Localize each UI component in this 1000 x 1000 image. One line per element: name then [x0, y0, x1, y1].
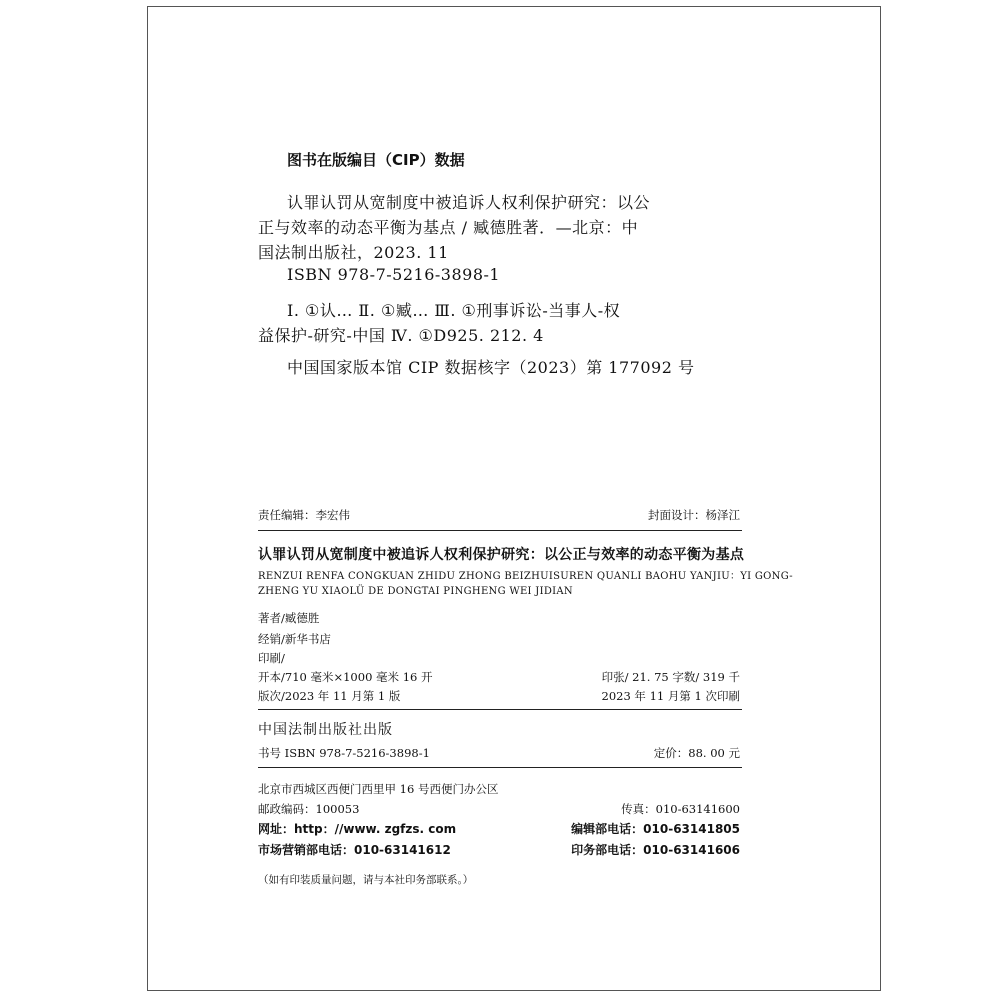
cip-record-number: 中国国家版本馆 CIP 数据核字（2023）第 177092 号 [287, 358, 695, 377]
publisher-address: 北京市西城区西便门西里甲 16 号西便门办公区 [258, 782, 499, 796]
cip-classification-1: Ⅰ. ①认… Ⅱ. ①臧… Ⅲ. ①刑事诉讼-当事人-权 [287, 301, 621, 320]
postcode: 邮政编码：100053 [258, 802, 360, 816]
cip-isbn: ISBN 978-7-5216-3898-1 [287, 265, 501, 284]
book-pinyin-line-1: RENZUI RENFA CONGKUAN ZHIDU ZHONG BEIZHUISUREN QUANLI BAOHU YANJIU：YI GONG- [258, 571, 793, 582]
book-isbn: 书号 ISBN 978-7-5216-3898-1 [258, 746, 430, 760]
book-title: 认罪认罚从宽制度中被追诉人权利保护研究：以公正与效率的动态平衡为基点 [258, 547, 745, 563]
sheets-wordcount: 印张/ 21. 75 字数/ 319 千 [601, 670, 740, 684]
publisher-name: 中国法制出版社出版 [258, 722, 393, 738]
divider-rule [258, 767, 742, 768]
book-pinyin-line-2: ZHENG YU XIAOLÜ DE DONGTAI PINGHENG WEI JIDIAN [258, 586, 573, 597]
printing-phone: 印务部电话：010-63141606 [571, 843, 740, 857]
edition: 版次/2023 年 11 月第 1 版 [258, 689, 401, 703]
cip-line-2: 正与效率的动态平衡为基点 / 臧德胜著．—北京：中 [258, 218, 639, 237]
editorial-phone: 编辑部电话：010-63141805 [571, 822, 740, 836]
price: 定价：88. 00 元 [653, 746, 740, 760]
divider-rule [258, 530, 742, 531]
copyright-page [147, 6, 881, 991]
cip-line-3: 国法制出版社，2023. 11 [258, 243, 449, 262]
quality-note: （如有印装质量问题，请与本社印务部联系。） [258, 874, 474, 886]
format: 开本/710 毫米×1000 毫米 16 开 [258, 670, 433, 684]
distributor: 经销/新华书店 [258, 632, 331, 646]
printer: 印刷/ [258, 651, 285, 665]
website: 网址：http：//www. zgfzs. com [258, 822, 457, 836]
cip-line-1: 认罪认罚从宽制度中被追诉人权利保护研究：以公 [287, 193, 651, 212]
marketing-phone: 市场营销部电话：010-63141612 [258, 843, 451, 857]
fax: 传真：010-63141600 [621, 802, 740, 816]
print-run: 2023 年 11 月第 1 次印刷 [601, 689, 740, 703]
cip-classification-2: 益保护-研究-中国 Ⅳ. ①D925. 212. 4 [258, 326, 544, 345]
author: 著者/臧德胜 [258, 611, 320, 625]
cover-designer: 封面设计：杨泽江 [648, 508, 740, 522]
responsible-editor: 责任编辑：李宏伟 [258, 508, 350, 522]
divider-rule [258, 709, 742, 710]
cip-title: 图书在版编目（CIP）数据 [287, 151, 465, 169]
